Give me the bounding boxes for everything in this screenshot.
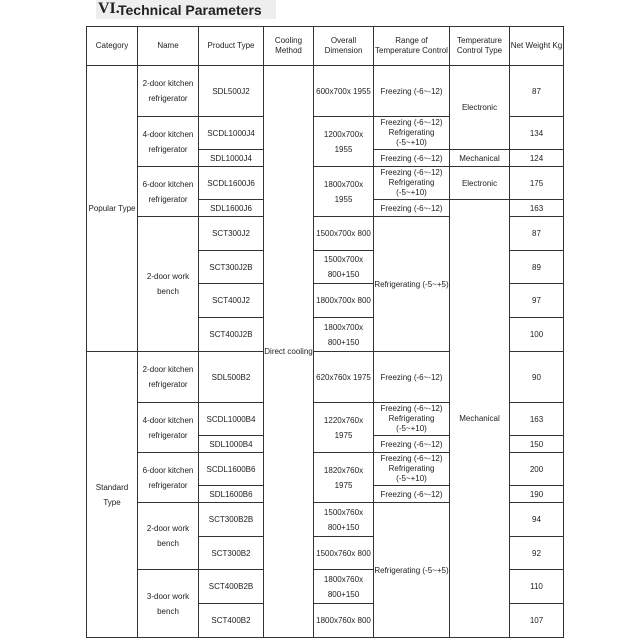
product-type-cell: SCDL1600B6: [199, 453, 264, 486]
name-cell: 4-door kitchen refrigerator: [138, 403, 199, 453]
range-cell: Freezing (-6~-12) Refrigerating (-5~+10): [374, 117, 450, 150]
weight-cell: 107: [510, 604, 564, 638]
product-type-cell: SCDL1000B4: [199, 403, 264, 436]
name-cell: 2-door work bench: [138, 217, 199, 352]
header-overall-dimension: Overall Dimension: [314, 27, 374, 66]
section-number: VI.: [98, 0, 120, 17]
product-type-cell: SDL1000J4: [199, 150, 264, 167]
product-type-cell: SCT400B2B: [199, 570, 264, 604]
product-type-cell: SCT300J2: [199, 217, 264, 251]
dimension-cell: 600x700x 1955: [314, 66, 374, 117]
weight-cell: 87: [510, 66, 564, 117]
header-row: [87, 27, 564, 66]
header-range-of-temp: Range of Temperature Control: [374, 27, 450, 66]
weight-cell: 163: [510, 200, 564, 217]
name-cell: 6-door kitchen refrigerator: [138, 167, 199, 217]
range-cell: Freezing (-6~-12): [374, 66, 450, 117]
technical-parameters-table: [86, 26, 564, 638]
weight-cell: 200: [510, 453, 564, 486]
range-cell: Freezing (-6~-12) Refrigerating (-5~+10): [374, 403, 450, 436]
dimension-cell: 620x760x 1975: [314, 352, 374, 403]
product-type-cell: SCT400J2: [199, 284, 264, 318]
dimension-cell: 1200x700x 1955: [314, 117, 374, 167]
weight-cell: 110: [510, 570, 564, 604]
range-cell: Freezing (-6~-12): [374, 436, 450, 453]
weight-cell: 97: [510, 284, 564, 318]
weight-cell: 87: [510, 217, 564, 251]
control-type-cell: Mechanical: [450, 200, 510, 638]
header-temp-control-type: Temperature Control Type: [450, 27, 510, 66]
section-heading: [96, 0, 276, 19]
name-cell: 4-door kitchen refrigerator: [138, 117, 199, 167]
weight-cell: 175: [510, 167, 564, 200]
category-standard: Standard Type: [87, 352, 138, 638]
weight-cell: 150: [510, 436, 564, 453]
weight-cell: 124: [510, 150, 564, 167]
cooling-method-cell: Direct cooling: [264, 66, 314, 638]
dimension-cell: 1500x700x 800: [314, 217, 374, 251]
range-cell: Freezing (-6~-12) Refrigerating (-5~+10): [374, 167, 450, 200]
weight-cell: 90: [510, 352, 564, 403]
product-type-cell: SCT400J2B: [199, 318, 264, 352]
weight-cell: 92: [510, 537, 564, 570]
weight-cell: 100: [510, 318, 564, 352]
product-type-cell: SDL500J2: [199, 66, 264, 117]
product-type-cell: SDL500B2: [199, 352, 264, 403]
weight-cell: 190: [510, 486, 564, 503]
product-type-cell: SCDL1000J4: [199, 117, 264, 150]
dimension-cell: 1800x760x 800: [314, 604, 374, 638]
dimension-cell: 1800x700x 1955: [314, 167, 374, 217]
name-cell: 2-door work bench: [138, 503, 199, 570]
header-product-type: Product Type: [199, 27, 264, 66]
name-cell: 2-door kitchen refrigerator: [138, 66, 199, 117]
dimension-cell: 1500x700x 800+150: [314, 251, 374, 284]
header-category: Category: [87, 27, 138, 66]
dimension-cell: 1800x760x 800+150: [314, 570, 374, 604]
range-cell: Freezing (-6~-12): [374, 200, 450, 217]
product-type-cell: SDL1600J6: [199, 200, 264, 217]
name-cell: 2-door kitchen refrigerator: [138, 352, 199, 403]
dimension-cell: 1500x760x 800: [314, 537, 374, 570]
weight-cell: 163: [510, 403, 564, 436]
product-type-cell: SCT300B2: [199, 537, 264, 570]
table-row: [87, 66, 564, 117]
dimension-cell: 1800x700x 800: [314, 284, 374, 318]
header-cooling-method: Cooling Method: [264, 27, 314, 66]
section-title: Technical Parameters: [118, 2, 262, 18]
weight-cell: 134: [510, 117, 564, 150]
product-type-cell: SCT300J2B: [199, 251, 264, 284]
weight-cell: 89: [510, 251, 564, 284]
header-name: Name: [138, 27, 199, 66]
range-cell: Refrigerating (-5~+5): [374, 217, 450, 352]
product-type-cell: SDL1000B4: [199, 436, 264, 453]
dimension-cell: 1800x700x 800+150: [314, 318, 374, 352]
product-type-cell: SCT400B2: [199, 604, 264, 638]
control-type-cell: Electronic: [450, 167, 510, 200]
dimension-cell: 1220x760x 1975: [314, 403, 374, 453]
product-type-cell: SCDL1600J6: [199, 167, 264, 200]
product-type-cell: SCT300B2B: [199, 503, 264, 537]
dimension-cell: 1820x760x 1975: [314, 453, 374, 503]
range-cell: Freezing (-6~-12): [374, 486, 450, 503]
name-cell: 6-door kitchen refrigerator: [138, 453, 199, 503]
range-cell: Refrigerating (-5~+5): [374, 503, 450, 638]
product-type-cell: SDL1600B6: [199, 486, 264, 503]
dimension-cell: 1500x760x 800+150: [314, 503, 374, 537]
header-net-weight: Net Weight Kg: [510, 27, 564, 66]
name-cell: 3-door work bench: [138, 570, 199, 638]
category-popular: Popular Type: [87, 66, 138, 352]
range-cell: Freezing (-6~-12) Refrigerating (-5~+10): [374, 453, 450, 486]
range-cell: Freezing (-6~-12): [374, 150, 450, 167]
control-type-cell: Electronic: [450, 66, 510, 150]
weight-cell: 94: [510, 503, 564, 537]
range-cell: Freezing (-6~-12): [374, 352, 450, 403]
control-type-cell: Mechanical: [450, 150, 510, 167]
table-row: [87, 167, 564, 200]
